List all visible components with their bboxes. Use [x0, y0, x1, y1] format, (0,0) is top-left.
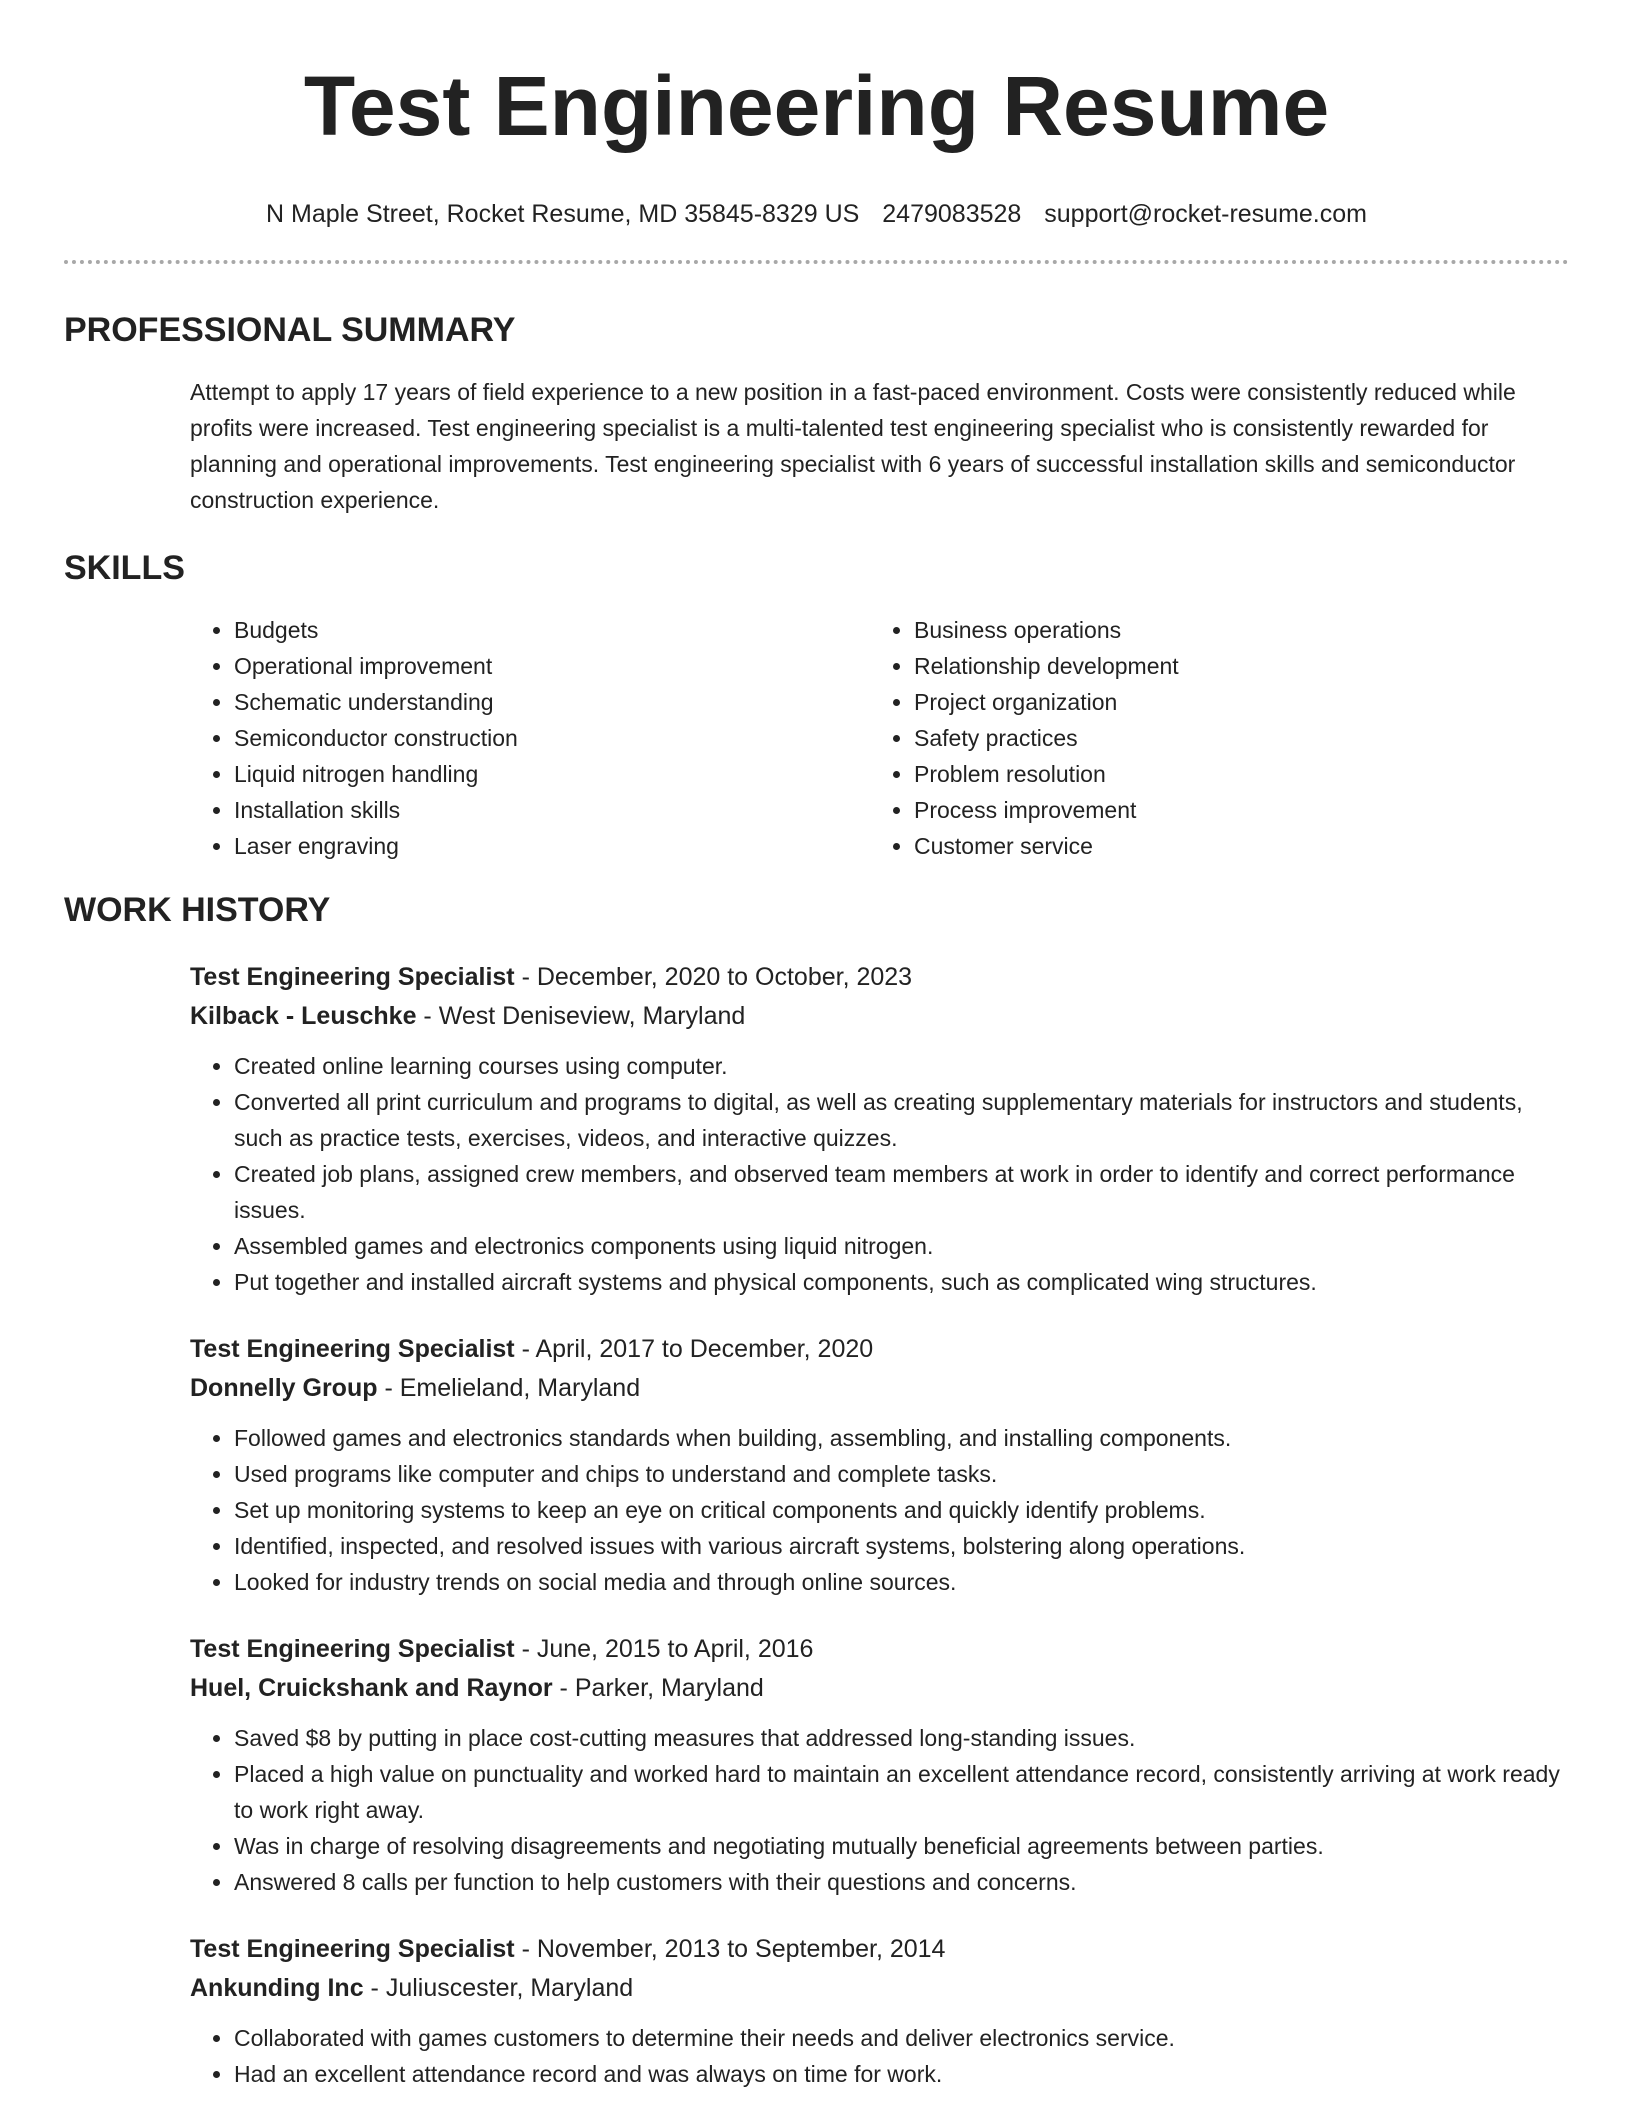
- summary-heading: PROFESSIONAL SUMMARY: [64, 311, 516, 349]
- skill-item: • Project organization: [914, 684, 1179, 720]
- contact-phone: 2479083528: [882, 200, 1022, 228]
- job-duty: • Set up monitoring systems to keep an eye on critical components and quickly identify problems.: [234, 1492, 1569, 1528]
- skill-item: • Schematic understanding: [234, 684, 870, 720]
- job-title-line: [190, 1330, 1569, 1369]
- job-duty: • Looked for industry trends on social media and through online sources.: [234, 1564, 1569, 1600]
- skills-column-right: [870, 612, 1179, 864]
- job-entry: [190, 1630, 1569, 1900]
- job-duties: [190, 1720, 1569, 1900]
- job-duty: • Converted all print curriculum and programs to digital, as well as creating supplementary materials for instructors and students, such as practice tests, exercises, videos, and interactive quizzes.: [234, 1084, 1569, 1156]
- job-company: Kilback - Leuschke: [190, 1002, 417, 1030]
- job-location: - Emelieland, Maryland: [377, 1374, 641, 1402]
- job-duty: • Saved $8 by putting in place cost-cutting measures that addressed long-standing issues.: [234, 1720, 1569, 1756]
- job-location: - West Deniseview, Maryland: [416, 1002, 746, 1030]
- job-dates: - December, 2020 to October, 2023: [514, 963, 913, 991]
- resume-page: [64, 0, 1569, 2112]
- skill-item: • Semiconductor construction: [234, 720, 870, 756]
- job-title-line: [190, 958, 1569, 997]
- skill-item: • Customer service: [914, 828, 1179, 864]
- job-duty: • Collaborated with games customers to determine their needs and deliver electronics service.: [234, 2020, 1569, 2056]
- job-title: Test Engineering Specialist: [190, 1635, 515, 1663]
- job-dates: - June, 2015 to April, 2016: [514, 1635, 814, 1663]
- job-duty: • Identified, inspected, and resolved issues with various aircraft systems, bolstering along operations.: [234, 1528, 1569, 1564]
- job-title: Test Engineering Specialist: [190, 963, 515, 991]
- header-divider: [64, 260, 1569, 264]
- job-duty: • Answered 8 calls per function to help customers with their questions and concerns.: [234, 1864, 1569, 1900]
- skill-item: • Business operations: [914, 612, 1179, 648]
- job-title: Test Engineering Specialist: [190, 1935, 515, 1963]
- job-title-line: [190, 1930, 1569, 1969]
- skills-heading: SKILLS: [64, 549, 185, 587]
- contact-address: N Maple Street, Rocket Resume, MD 35845-8329 US: [266, 200, 860, 228]
- skill-item: • Budgets: [234, 612, 870, 648]
- skill-item: • Safety practices: [914, 720, 1179, 756]
- skill-item: • Liquid nitrogen handling: [234, 756, 870, 792]
- job-company-line: [190, 997, 1569, 1036]
- job-dates: - April, 2017 to December, 2020: [514, 1335, 874, 1363]
- job-title-line: [190, 1630, 1569, 1669]
- job-title: Test Engineering Specialist: [190, 1335, 515, 1363]
- job-duties: [190, 1048, 1569, 1300]
- job-company: Huel, Cruickshank and Raynor: [190, 1674, 553, 1702]
- job-duty: • Created online learning courses using computer.: [234, 1048, 1569, 1084]
- job-company-line: [190, 1969, 1569, 2008]
- job-duty: • Had an excellent attendance record and was always on time for work.: [234, 2056, 1569, 2092]
- work-history-list: [190, 958, 1569, 2092]
- contact-line: [64, 198, 1569, 230]
- job-duty: • Created job plans, assigned crew members, and observed team members at work in order to identify and correct performance issues.: [234, 1156, 1569, 1228]
- job-duty: • Assembled games and electronics components using liquid nitrogen.: [234, 1228, 1569, 1264]
- job-location: - Juliuscester, Maryland: [363, 1974, 634, 2002]
- job-company: Ankunding Inc: [190, 1974, 364, 2002]
- job-duty: • Placed a high value on punctuality and worked hard to maintain an excellent attendance record, consistently arriving at work ready to work right away.: [234, 1756, 1569, 1828]
- job-dates: - November, 2013 to September, 2014: [514, 1935, 946, 1963]
- job-company: Donnelly Group: [190, 1374, 378, 1402]
- skill-item: • Relationship development: [914, 648, 1179, 684]
- job-duties: [190, 2020, 1569, 2092]
- job-entry: [190, 1930, 1569, 2092]
- job-duty: • Was in charge of resolving disagreements and negotiating mutually beneficial agreements between parties.: [234, 1828, 1569, 1864]
- job-location: - Parker, Maryland: [552, 1674, 764, 1702]
- job-company-line: [190, 1669, 1569, 1708]
- skill-item: • Process improvement: [914, 792, 1179, 828]
- job-duties: [190, 1420, 1569, 1600]
- skill-item: • Operational improvement: [234, 648, 870, 684]
- skill-item: • Problem resolution: [914, 756, 1179, 792]
- job-duty: • Followed games and electronics standards when building, assembling, and installing components.: [234, 1420, 1569, 1456]
- resume-title: Test Engineering Resume: [303, 59, 1330, 153]
- work-history-heading: WORK HISTORY: [64, 891, 331, 929]
- job-entry: [190, 1330, 1569, 1600]
- job-entry: [190, 958, 1569, 1300]
- job-duty: • Put together and installed aircraft systems and physical components, such as complicated wing structures.: [234, 1264, 1569, 1300]
- skill-item: • Installation skills: [234, 792, 870, 828]
- skills-list: [190, 612, 1569, 864]
- job-duty: • Used programs like computer and chips to understand and complete tasks.: [234, 1456, 1569, 1492]
- skill-item: • Laser engraving: [234, 828, 870, 864]
- job-company-line: [190, 1369, 1569, 1408]
- skills-column-left: [190, 612, 870, 864]
- contact-email: support@rocket-resume.com: [1044, 200, 1367, 228]
- summary-text: Attempt to apply 17 years of field experience to a new position in a fast-paced environment. Costs were consistently reduced while profits were increased. Test engineering specialist is a multi-talented test engineering specialist who is consistently rewarded for planning and operational improvements. Test engineering specialist with 6 years of successful installation skills and semiconductor construction experience.: [190, 379, 1516, 513]
